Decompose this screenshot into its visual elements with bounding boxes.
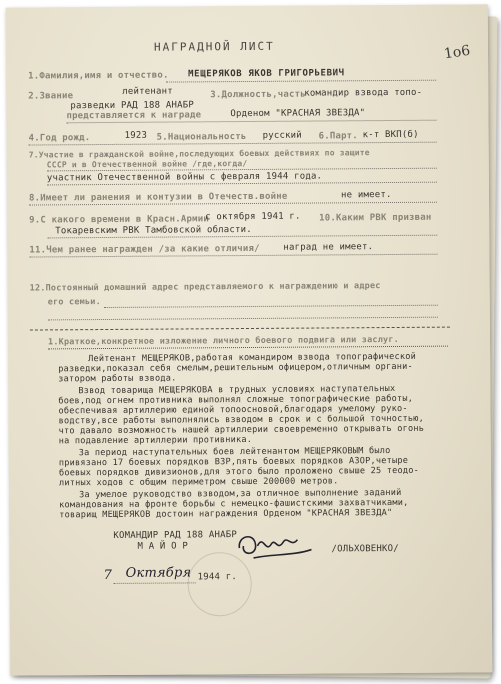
narrative-heading: 1.Краткое,конкретное изложение личного боевого подвига или заслуг. [47, 334, 399, 348]
section-separator [30, 327, 450, 331]
narrative-line: затором работы взвода. [58, 373, 177, 385]
narrative-line: обеспечивая артиллерию единой топоосновой,благодаря умелому руко- [58, 403, 408, 417]
field-5-value: русский [262, 130, 302, 141]
field-10-value: Токаревским РВК Тамбовской области. [55, 224, 252, 237]
signature-commander: КОМАНДИР РАД 188 АНАБР [113, 530, 238, 541]
narrative-line: боевых порядков дивизионов,для этого было проложено свыше 25 теодо- [58, 465, 420, 479]
date-underline [114, 582, 196, 584]
field-9-label: 9.С какого времени в Красн.Армии [29, 214, 209, 226]
field-3-value-a: командир взвода топо- [304, 87, 423, 99]
narrative-line: на подавление артиллерии противника. [58, 434, 253, 447]
date-month: Октября [125, 565, 192, 581]
faded-seal [187, 552, 251, 616]
field-3-value-b: разведки РАД 188 АНАБР [70, 100, 195, 112]
narrative-line: За умелое руководство взводом,за отличное выполнение заданий [79, 487, 402, 501]
field-7-label-b: СССР и в Отечественной войне /где,когда/ [46, 159, 248, 170]
narrative-line: литных ходов с общим периметром свыше 200000 метров. [58, 476, 339, 489]
narrative-line: Лейтенант МЕЩЕРЯКОВ,работая командиром взвода топографической [88, 351, 416, 365]
field-7-value: участник Отечественной войны с февраля 1944 года. [46, 171, 323, 184]
field-11-label: 11.Чем ранее награжден /за какие отличия/ [29, 243, 260, 256]
award-sheet [6, 4, 493, 675]
field-11-value: наград не имеет. [283, 242, 374, 253]
field-8-label: 8.Имеет ли ранения и контузии в Отечеств.войне [28, 191, 288, 204]
field-6-label: 6.Парт. [318, 131, 358, 142]
narrative-line: разведки,показал себя смелым,решительным офицером,отличным органи- [58, 361, 413, 375]
field-1-underline [166, 80, 436, 83]
field-9-value: с октября 1941 г. [205, 211, 301, 223]
signature-name: /ОЛЬХОВЕНКО/ [331, 543, 399, 555]
field-12-label-a: 12.Постоянный домашний адрес представляемого к награждению и адрес [29, 281, 381, 294]
field-10-label: 10.Каким РВК призван [319, 212, 432, 224]
field-3-award: Орденом "КРАСНАЯ ЗВЕЗДА" [230, 108, 366, 120]
field-12-underline-a [104, 305, 438, 308]
date-year: 1944 г. [197, 572, 238, 583]
archive-number: 1о6 [442, 42, 472, 63]
field-8-value: не имеет. [340, 190, 392, 201]
field-12-label-b: его семьи. [47, 297, 101, 308]
narrative-line: водству,все работы выполнялись взводом в срок и с большой точностью, [58, 413, 425, 427]
handwritten-signature [233, 526, 315, 567]
narrative-line: что давало возможность нашей артиллерии своевременно открывать огонь [58, 423, 425, 437]
field-2-label: 2.Звание [28, 91, 74, 102]
field-6-value: к-т ВКП(б) [362, 129, 419, 141]
narrative-line: боев,под огнем противника выполнял сложные топографические работы, [58, 393, 414, 407]
field-1-value: МЕЩЕРЯКОВ ЯКОВ ГРИГОРЬЕВИЧ [188, 68, 345, 80]
document-title: НАГРАДНОЙ ЛИСТ [153, 39, 275, 54]
field-3-label: 3.Должность,часть [210, 89, 306, 101]
field-3-sub: представляется к награде [66, 110, 202, 122]
field-1-label: 1.Фамилия,имя и отчество. [28, 70, 169, 82]
field-4-value: 1923 [124, 130, 148, 141]
field-7-label-a: 7.Участие в гражданской войне,последующих боевых действиях по защите [28, 148, 370, 160]
field-4-label: 4.Год рожд. [28, 133, 91, 144]
narrative-line: За период наступательных боев лейтенантом МЕЩЕРЯКОВЫМ было [78, 446, 391, 459]
narrative-line: привязано 17 боевых порядков ВЗР,пять боевых порядков АЗОР,четыре [58, 455, 409, 469]
narrative-line: товарищ МЕЩЕРЯКОВ достоин награждения Орденом "КРАСНАЯ ЗВЕЗДА" [59, 508, 393, 521]
date-day: 7 [103, 567, 113, 584]
narrative-line: Взвод товарища МЕЩЕРЯКОВА в трудных условиях наступательных [78, 383, 396, 397]
signature-rank: М А Й О Р [137, 541, 189, 552]
narrative-line: командования на фронте борьбы с немецко-фашистскими захватчиками, [59, 497, 409, 511]
field-5-label: 5.Национальность [156, 132, 247, 143]
field-2-value: лейтенант [122, 86, 173, 97]
field-12-underline-b [48, 317, 438, 321]
